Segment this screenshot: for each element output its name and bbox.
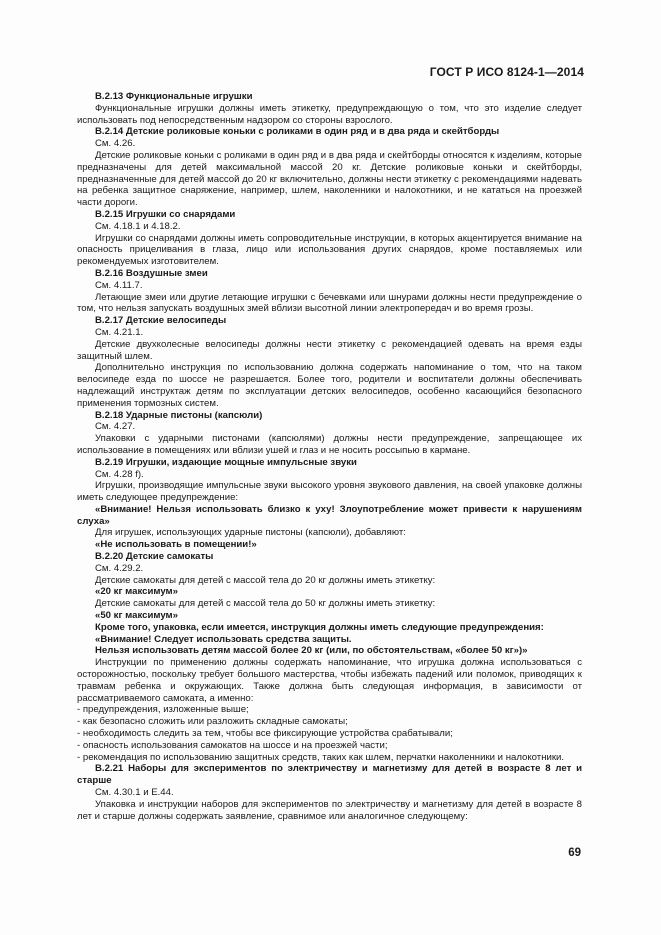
section-heading: В.2.21 Наборы для экспериментов по электричеству и магнетизму для детей в возрасте 8 лет и старше	[77, 763, 582, 787]
paragraph: Для игрушек, использующих ударные пистоны (капсюли), добавляют:	[95, 527, 406, 539]
paragraph: Функциональные игрушки должны иметь этикетку, предупреждающую о том, что это изделие следует использовать под непосредственным надзором со стороны взрослого.	[77, 102, 582, 126]
section-heading: В.2.14 Детские роликовые коньки с роликами в один ряд и в два ряда и скейтборды	[95, 126, 500, 138]
paragraph: Игрушки со снарядами должны иметь сопроводительные инструкции, в которых акцентируется внимание на опасность прицеливания в глаза, лицо или использования других снарядов, кроме поставляемых или рекомендуемых изготовителем.	[77, 232, 582, 268]
paragraph: Детские самокаты для детей с массой тела до 20 кг должны иметь этикетку:	[95, 574, 436, 586]
reference: См. 4.27.	[95, 421, 136, 433]
section-heading: В.2.18 Ударные пистоны (капсюли)	[95, 409, 263, 421]
warning-text: «Внимание! Следует использовать средства защиты.	[95, 633, 352, 645]
page-content	[77, 91, 582, 822]
section-heading: В.2.15 Игрушки со снарядами	[95, 208, 236, 220]
warning-text: «Внимание! Нельзя использовать близко к уху! Злоупотребление может привести к нарушениям слуха»	[77, 503, 582, 527]
section-heading: В.2.17 Детские велосипеды	[95, 315, 227, 327]
paragraph: Детские самокаты для детей с массой тела до 50 кг должны иметь этикетку:	[95, 598, 436, 610]
paragraph: Летающие змеи или другие летающие игрушки с бечевками или шнурами должны нести предупреждение о том, что нельзя запускать воздушных змей вблизи высотной линии электропередач и во время грозы.	[77, 291, 582, 315]
reference: См. 4.21.1.	[95, 326, 144, 338]
paragraph: Детские роликовые коньки с роликами в один ряд и в два ряда и скейтборды относятся к изделиям, которые предназначены для детей максимальной массой 20 кг. Детские роликовые коньки и скейтборды, предназначенные для детей массой до 20 кг включительно, должны нести этикетку с рекомендациями надевать на ребенка защитное снаряжение, например, шлем, наколенники и налокотники, и не кататься на проезжей части дороги.	[77, 149, 582, 209]
section-heading: В.2.19 Игрушки, издающие мощные импульсные звуки	[95, 456, 357, 468]
warning-intro: Кроме того, упаковка, если имеется, инструкция должны иметь следующие предупреждения:	[95, 621, 544, 633]
section-heading: В.2.16 Воздушные змеи	[95, 267, 208, 279]
section-heading: В.2.20 Детские самокаты	[95, 551, 214, 563]
reference: См. 4.26.	[95, 138, 136, 150]
reference: См. 4.30.1 и Е.44.	[95, 787, 174, 799]
paragraph: Инструкции по применению должны содержать напоминание, что игрушка должна использоваться с осторожностью, поскольку требует большого мастерства, чтобы избежать падений или поломок, приводящих к травмам ребенка и окружающих. Также должна быть следующая информация, в зависимости от рассматриваемого самоката, а именно:	[77, 657, 582, 704]
paragraph: Игрушки, производящие импульсные звуки высокого уровня звукового давления, на своей упаковке должны иметь следующее предупреждение:	[77, 480, 582, 504]
reference: См. 4.11.7.	[95, 279, 143, 291]
reference: См. 4.28 f).	[95, 468, 144, 480]
paragraph: Детские двухколесные велосипеды должны нести этикетку с рекомендацией одевать на время езды защитный шлем.	[77, 338, 582, 362]
section-heading: В.2.13 Функциональные игрушки	[95, 91, 253, 102]
list-item: - предупреждения, изложенные выше;	[77, 704, 249, 716]
label-text: «50 кг максимум»	[95, 610, 178, 622]
list-item: - необходимость следить за тем, чтобы все фиксирующие устройства срабатывали;	[77, 728, 453, 740]
reference: См. 4.18.1 и 4.18.2.	[95, 220, 181, 232]
warning-text: «Не использовать в помещении!»	[95, 539, 257, 551]
paragraph: Упаковки с ударными пистонами (капсюлями) должны нести предупреждение, запрещающее их использование в помещениях или вблизи ушей и глаз и не носить россыпью в кармане.	[77, 433, 582, 456]
paragraph: Дополнительно инструкция по использованию должна содержать напоминание о том, что на таком велосипеде езда по шоссе не разрешается. Более того, родители и воспитатели должны обеспечивать надлежащий инструктаж детям по эксплуатации детских велосипедов, особенно касающийся безопасного применения тормозных систем.	[77, 362, 582, 409]
paragraph: Упаковка и инструкции наборов для экспериментов по электричеству и магнетизму для детей в возрасте 8 лет и старше должны содержать заявление, сравнимое или аналогичное следующему:	[77, 798, 582, 822]
reference: См. 4.29.2.	[95, 562, 144, 574]
label-text: «20 кг максимум»	[95, 586, 178, 598]
list-item: - опасность использования самокатов на шоссе и на проезжей части;	[77, 739, 388, 751]
warning-text: Нельзя использовать детям массой более 20 кг (или, по обстоятельствам, «более 50 кг»)»	[95, 645, 528, 657]
page-number: 69	[568, 847, 581, 859]
standard-header: ГОСТ Р ИСО 8124-1—2014	[429, 65, 584, 79]
list-item: - рекомендация по использованию защитных средств, таких как шлем, перчатки наколенники и налокотники.	[77, 751, 565, 763]
list-item: - как безопасно сложить или разложить складные самокаты;	[77, 716, 348, 728]
